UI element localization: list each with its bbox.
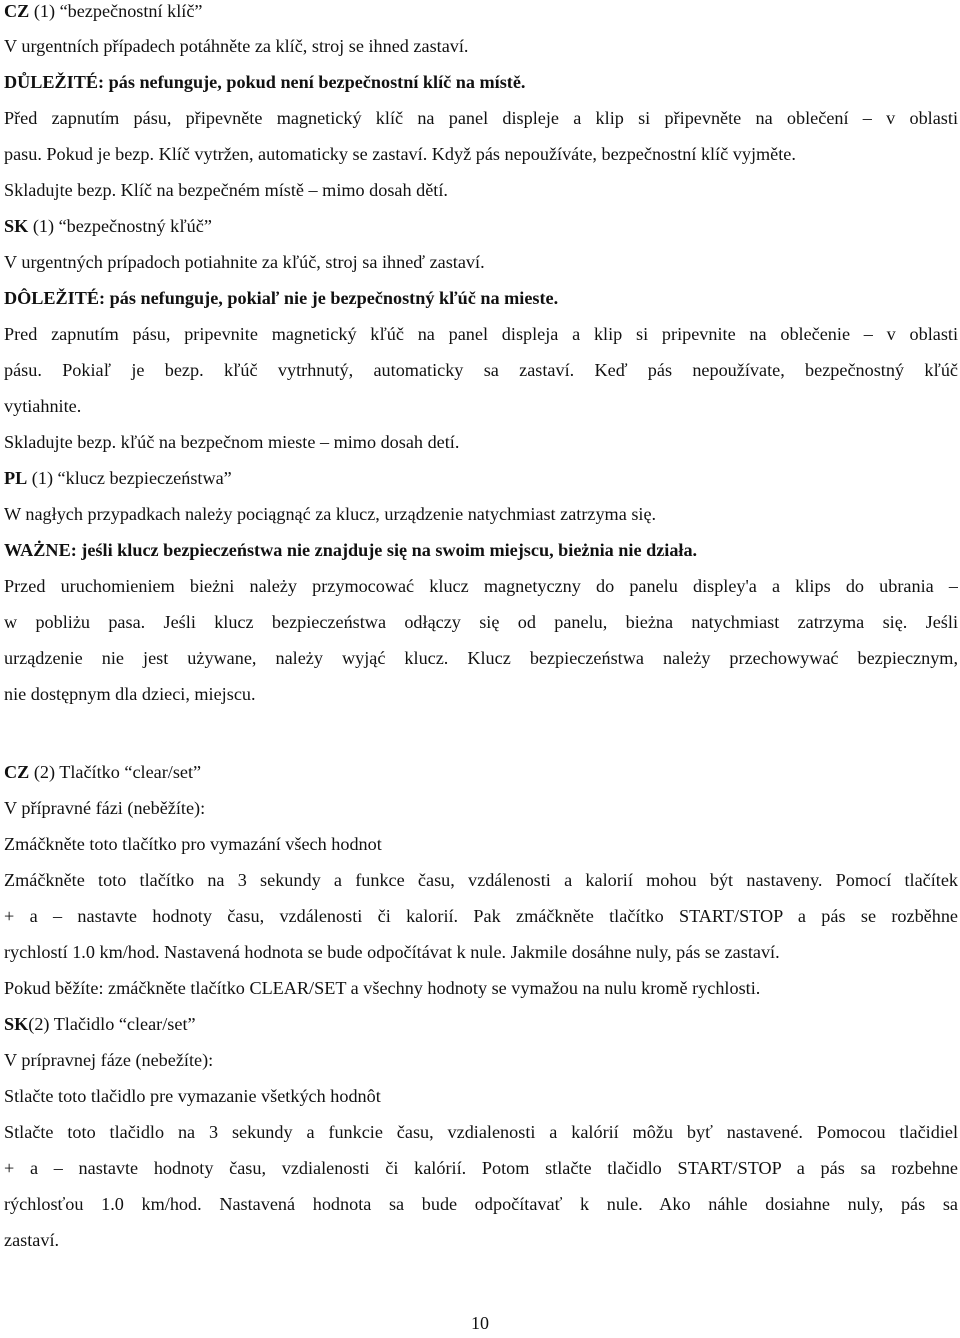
- paragraph-line: Pokud běžíte: zmáčkněte tlačítko CLEAR/SET a všechny hodnoty se vymažou na nulu kromě rychlosti.: [4, 978, 761, 998]
- paragraph-line: Pred zapnutím pásu, pripevnite magnetický kľúč na panel displeja a klip si pripevnite na oblečenie – v oblasti: [4, 324, 958, 344]
- paragraph-line: zastaví.: [4, 1230, 60, 1250]
- paragraph-line: urządzenie nie jest używane, należy wyjąć klucz. Klucz bezpieczeństwa należy przechowywać bezpiecznym,: [4, 648, 958, 668]
- paragraph-line: + a – nastavte hodnoty času, vzdálenosti či kalorií. Pak zmáčkněte tlačítko START/STOP a pás se rozběhne: [4, 906, 958, 926]
- heading-text: (2) Tlačítko “clear/set”: [29, 762, 202, 782]
- important-note: WAŻNE: jeśli klucz bezpieczeństwa nie znajduje się na swoim miejscu, bieżnia nie działa.: [4, 540, 698, 560]
- paragraph-line: pasu. Pokud je bezp. Klíč vytržen, automaticky se zastaví. Když pás nepoužíváte, bezpečnostní klíč vyjměte.: [4, 144, 796, 164]
- heading-text: (1) “bezpečnostný kľúč”: [28, 216, 212, 236]
- paragraph-line: + a – nastavte hodnoty času, vzdialenosti či kalórií. Potom stlačte tlačidlo START/STOP a pás sa rozbehne: [4, 1158, 958, 1178]
- paragraph-line: rýchlosťou 1.0 km/hod. Nastavená hodnota sa bude odpočítavať k nule. Ako náhle dosiahne nuly, pás sa: [4, 1194, 958, 1214]
- paragraph-line: vytiahnite.: [4, 396, 82, 416]
- paragraph-line: Skladujte bezp. Klíč na bezpečném místě – mimo dosah dětí.: [4, 180, 448, 200]
- paragraph-line: V urgentných prípadoch potiahnite za kľúč, stroj sa ihneď zastaví.: [4, 252, 485, 272]
- heading-text: (1) “klucz bezpieczeństwa”: [27, 468, 232, 488]
- paragraph-line: V přípravné fázi (neběžíte):: [4, 798, 206, 818]
- paragraph-line: V urgentních případech potáhněte za klíč, stroj se ihned zastaví.: [4, 36, 469, 56]
- heading-text: (2) Tlačidlo “clear/set”: [28, 1014, 196, 1034]
- paragraph-line: Przed uruchomieniem bieżni należy przymocować klucz magnetyczny do panelu displey'a a klips do ubrania –: [4, 576, 958, 596]
- paragraph-line: w pobliżu pasa. Jeśli klucz bezpieczeństwa odłączy się od panelu, bieżna natychmiast zatrzyma się. Jeśli: [4, 612, 958, 632]
- language-code: CZ: [4, 1, 30, 21]
- language-code: SK: [4, 1014, 29, 1034]
- paragraph-line: pásu. Pokiaľ je bezp. kľúč vytrhnutý, automaticky sa zastaví. Keď pás nepoužívate, bezpečnostný kľúč: [4, 360, 958, 380]
- paragraph-line: Zmáčkněte toto tlačítko na 3 sekundy a funkce času, vzdálenosti a kalorií mohou být nastaveny. Pomocí tlačítek: [4, 870, 958, 890]
- important-note: DÔLEŽITÉ: pás nefunguje, pokiaľ nie je bezpečnostný kľúč na mieste.: [4, 288, 559, 308]
- language-code: PL: [4, 468, 28, 488]
- paragraph-line: Před zapnutím pásu, připevněte magnetický klíč na panel displeje a klip si připevněte na oblečení – v oblasti: [4, 108, 958, 128]
- section-heading-pl-1: [4, 463, 232, 493]
- paragraph-line: nie dostępnym dla dzieci, miejscu.: [4, 684, 256, 704]
- section-heading-sk-2: [4, 1009, 196, 1039]
- paragraph-line: Stlačte toto tlačidlo pre vymazanie všetkých hodnôt: [4, 1086, 381, 1106]
- paragraph-line: Skladujte bezp. kľúč na bezpečnom mieste – mimo dosah detí.: [4, 432, 460, 452]
- paragraph-line: W nagłych przypadkach należy pociągnąć za klucz, urządzenie natychmiast zatrzyma się.: [4, 504, 657, 524]
- language-code: CZ: [4, 762, 30, 782]
- paragraph-line: V prípravnej fáze (nebežíte):: [4, 1050, 214, 1070]
- section-heading-cz-1: [4, 0, 202, 26]
- heading-text: (1) “bezpečnostní klíč”: [29, 1, 203, 21]
- language-code: SK: [4, 216, 29, 236]
- paragraph-line: Stlačte toto tlačidlo na 3 sekundy a funkcie času, vzdialenosti a kalórií môžu byť nastavené. Pomocou tlačidiel: [4, 1122, 958, 1142]
- section-heading-cz-2: [4, 757, 201, 787]
- page-number: 10: [471, 1313, 489, 1333]
- important-note: DŮLEŽITÉ: pás nefunguje, pokud není bezpečnostní klíč na místě.: [4, 72, 526, 92]
- paragraph-line: Zmáčkněte toto tlačítko pro vymazání všech hodnot: [4, 834, 382, 854]
- section-heading-sk-1: [4, 211, 212, 241]
- paragraph-line: rychlostí 1.0 km/hod. Nastavená hodnota se bude odpočítávat k nule. Jakmile dosáhne nuly, pás se zastaví.: [4, 942, 780, 962]
